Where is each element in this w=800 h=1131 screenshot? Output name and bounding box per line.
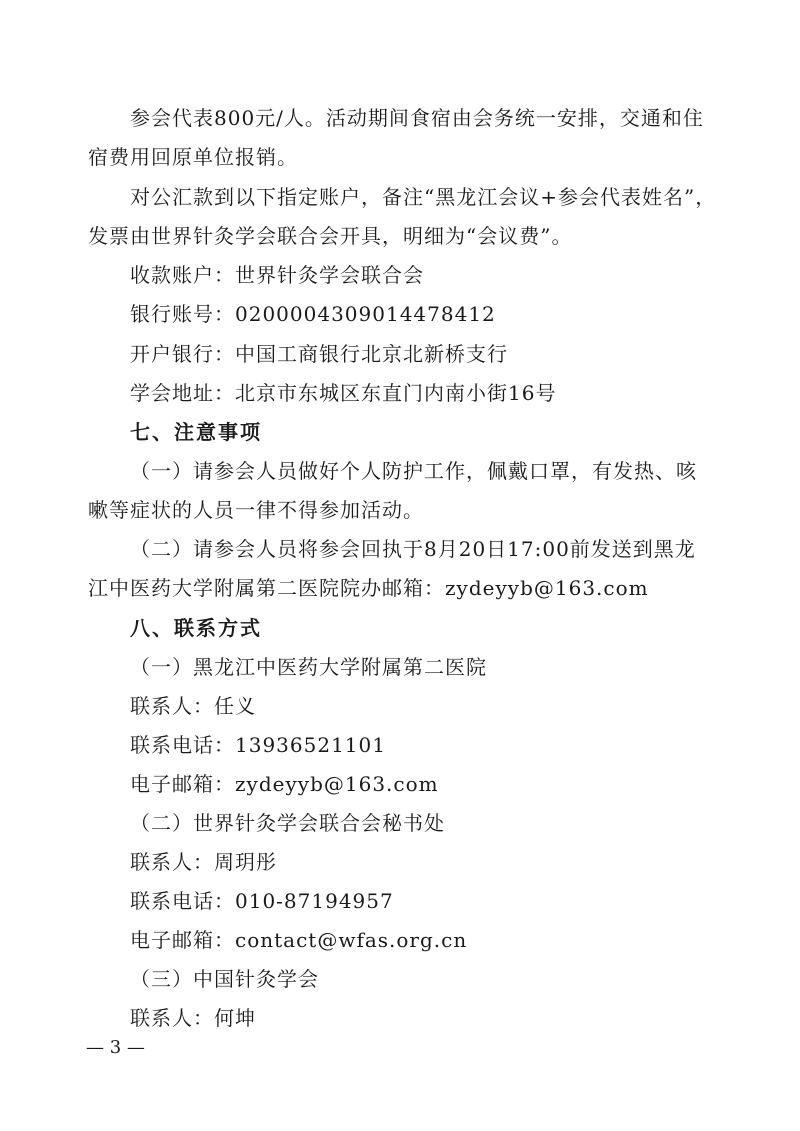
notice-item-2-line-2: 江中医药大学附属第二医院院办邮箱：zydeyyb@163.com [88, 576, 649, 600]
bank-name: 开户银行：中国工商银行北京北新桥支行 [130, 342, 508, 366]
notice-item-1-line-1: （一）请参会人员做好个人防护工作，佩戴口罩，有发热、咳 [130, 459, 697, 483]
section-8-heading: 八、联系方式 [130, 616, 262, 640]
fee-line-2: 宿费用回原单位报销。 [88, 145, 298, 169]
society-address: 学会地址：北京市东城区东直门内南小街16号 [130, 381, 557, 405]
account-name: 收款账户：世界针灸学会联合会 [130, 263, 424, 287]
org-3-contact: 联系人：何坤 [130, 1006, 256, 1030]
fee-line-1: 参会代表800元/人。活动期间食宿由会务统一安排，交通和住 [130, 106, 704, 130]
org-1-email: 电子邮箱：zydeyyb@163.com [130, 772, 439, 796]
org-3-title: （三）中国针灸学会 [130, 967, 319, 991]
transfer-line-2: 发票由世界针灸学会联合会开具，明细为“会议费”。 [88, 224, 573, 248]
section-7-heading: 七、注意事项 [130, 420, 262, 444]
org-2-email: 电子邮箱：contact@wfas.org.cn [130, 928, 468, 952]
bank-account-number: 银行账号：0200004309014478412 [130, 302, 496, 326]
org-2-contact: 联系人：周玥彤 [130, 850, 277, 874]
org-1-title: （一）黑龙江中医药大学附属第二医院 [130, 655, 487, 679]
notice-item-2-line-1: （二）请参会人员将参会回执于8月20日17:00前发送到黑龙 [130, 537, 696, 561]
page-number: — 3 — [86, 1037, 145, 1058]
notice-item-1-line-2: 嗽等症状的人员一律不得参加活动。 [88, 498, 424, 522]
org-1-phone: 联系电话：13936521101 [130, 733, 386, 757]
org-1-contact: 联系人：任义 [130, 694, 256, 718]
transfer-line-1: 对公汇款到以下指定账户，备注“黑龙江会议+参会代表姓名”， [130, 185, 717, 209]
org-2-title: （二）世界针灸学会联合会秘书处 [130, 811, 445, 835]
org-2-phone: 联系电话：010-87194957 [130, 889, 394, 913]
